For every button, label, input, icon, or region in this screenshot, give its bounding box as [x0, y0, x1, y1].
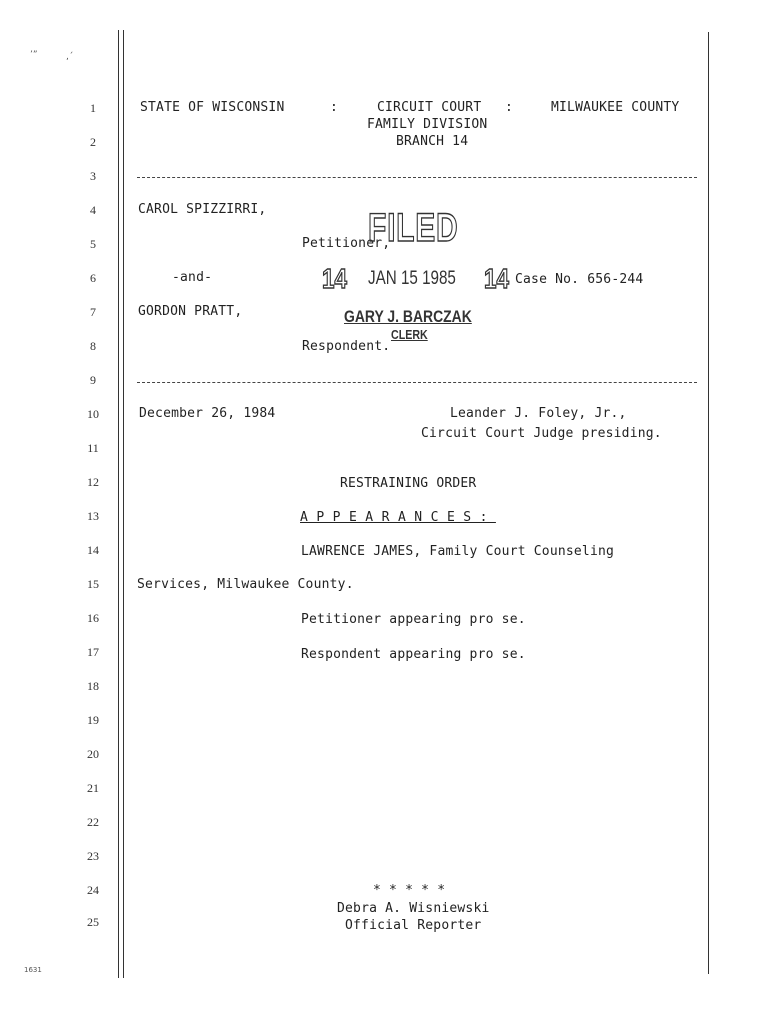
caption-divider	[137, 177, 697, 178]
line-number: 14	[87, 543, 99, 557]
line-number: 11	[87, 441, 99, 455]
respondent-label: Respondent.	[302, 339, 391, 354]
margin-rule-left-2	[123, 30, 124, 978]
caption-court: CIRCUIT COURT	[377, 100, 482, 115]
stamp-number-right: 14	[484, 263, 509, 294]
line-number: 8	[90, 339, 96, 353]
line-number: 16	[87, 611, 99, 625]
line-number: 19	[87, 713, 99, 727]
filed-stamp: FILED	[368, 206, 459, 250]
line-number: 9	[90, 373, 96, 387]
closing-stars: * * * * *	[373, 883, 446, 898]
line-number: 13	[87, 509, 99, 523]
petitioner-name: CAROL SPIZZIRRI,	[138, 202, 267, 217]
line-number: 6	[90, 271, 96, 285]
line-number: 7	[90, 305, 96, 319]
caption-branch: BRANCH 14	[396, 134, 469, 149]
counsel-line-2: Services, Milwaukee County.	[137, 577, 354, 592]
line-number: 17	[87, 645, 99, 659]
line-number: 21	[87, 781, 99, 795]
line-number: 10	[87, 407, 99, 421]
judge-role: Circuit Court Judge presiding.	[421, 426, 662, 441]
line-number: 5	[90, 237, 96, 251]
caption-separator: :	[505, 100, 514, 115]
line-number: 4	[90, 203, 96, 217]
respondent-appearance: Respondent appearing pro se.	[301, 647, 526, 662]
line-number: 25	[87, 915, 99, 929]
line-number: 22	[87, 815, 99, 829]
reporter-name: Debra A. Wisniewski	[337, 901, 490, 916]
line-number: 15	[87, 577, 99, 591]
corner-mark: ,´	[66, 52, 74, 62]
counsel-line-1: LAWRENCE JAMES, Family Court Counseling	[301, 544, 615, 559]
line-number: 23	[87, 849, 99, 863]
line-number: 18	[87, 679, 99, 693]
reporter-title: Official Reporter	[345, 918, 482, 933]
caption-county: MILWAUKEE COUNTY	[551, 100, 680, 115]
margin-rule-right	[708, 32, 709, 974]
clerk-name-stamp: GARY J. BARCZAK	[344, 307, 472, 326]
line-number: 20	[87, 747, 99, 761]
line-number: 3	[90, 169, 96, 183]
parties-divider	[137, 382, 697, 383]
and-separator: -and-	[172, 270, 213, 285]
stamp-number-left: 14	[322, 263, 347, 294]
respondent-name: GORDON PRATT,	[138, 304, 243, 319]
hearing-date: December 26, 1984	[139, 406, 276, 421]
petitioner-appearance: Petitioner appearing pro se.	[301, 612, 526, 627]
corner-mark: ’”	[30, 50, 38, 60]
line-number: 1	[90, 101, 96, 115]
appearances-heading: APPEARANCES:	[300, 510, 496, 525]
document-title: RESTRAINING ORDER	[340, 476, 477, 491]
judge-name: Leander J. Foley, Jr.,	[450, 406, 627, 421]
line-number: 12	[87, 475, 99, 489]
filed-date-stamp: JAN 15 1985	[368, 268, 456, 289]
clerk-title-stamp: CLERK	[391, 327, 428, 342]
caption-separator: :	[330, 100, 339, 115]
line-number: 2	[90, 135, 96, 149]
caption-state: STATE OF WISCONSIN	[140, 100, 285, 115]
petitioner-label: Petitioner,	[302, 236, 391, 251]
form-number: 1631	[24, 966, 42, 974]
caption-division: FAMILY DIVISION	[367, 117, 488, 132]
margin-rule-left-1	[118, 30, 119, 978]
line-number: 24	[87, 883, 99, 897]
case-number: Case No. 656-244	[515, 272, 644, 287]
